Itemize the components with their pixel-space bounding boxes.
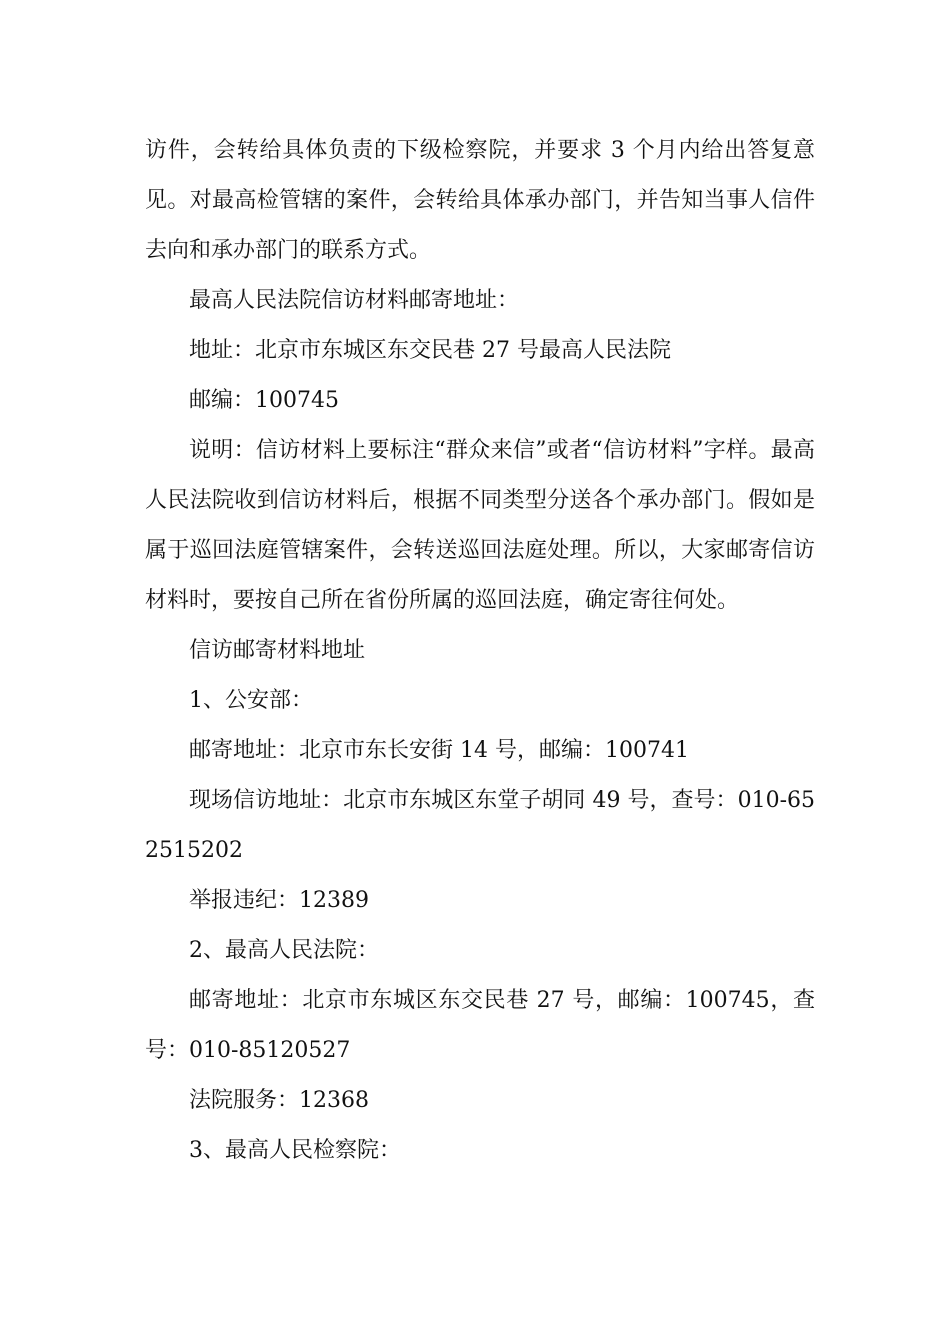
- paragraph-continuation: 访件，会转给具体负责的下级检察院，并要求 3 个月内给出答复意见。对最高检管辖的案件，会转给具体承办部门，并告知当事人信件去向和承办部门的联系方式。: [145, 138, 815, 263]
- paragraph-court-address: 地址：北京市东城区东交民巷 27 号最高人民法院: [189, 338, 671, 363]
- paragraph-item-2-mail-address: 邮寄地址：北京市东城区东交民巷 27 号，邮编：100745，查号：010-85120527: [145, 988, 815, 1063]
- paragraph-item-1-title: 1、公安部：: [189, 688, 313, 713]
- paragraph-item-2-title: 2、最高人民法院：: [189, 938, 379, 963]
- paragraph-item-1-onsite-address: 现场信访地址：北京市东城区东堂子胡同 49 号，查号：010-652515202: [145, 788, 815, 863]
- paragraph-item-1-report-line: 举报违纪：12389: [189, 888, 369, 913]
- paragraph-court-postcode: 邮编：100745: [189, 388, 339, 413]
- paragraph-section-heading: 信访邮寄材料地址: [189, 638, 366, 663]
- paragraph-explanation: 说明：信访材料上要标注“群众来信”或者“信访材料”字样。最高人民法院收到信访材料后，根据不同类型分送各个承办部门。假如是属于巡回法庭管辖案件，会转送巡回法庭处理。所以，大家邮寄信访材料时，要按自己所在省份所属的巡回法庭，确定寄往何处。: [145, 438, 815, 613]
- paragraph-court-heading: 最高人民法院信访材料邮寄地址：: [189, 288, 520, 313]
- paragraph-item-1-mail-address: 邮寄地址：北京市东长安街 14 号，邮编：100741: [189, 738, 689, 763]
- paragraph-item-3-title: 3、最高人民检察院：: [189, 1138, 401, 1163]
- document-body: [145, 126, 815, 1176]
- paragraph-item-2-service-line: 法院服务：12368: [189, 1088, 369, 1113]
